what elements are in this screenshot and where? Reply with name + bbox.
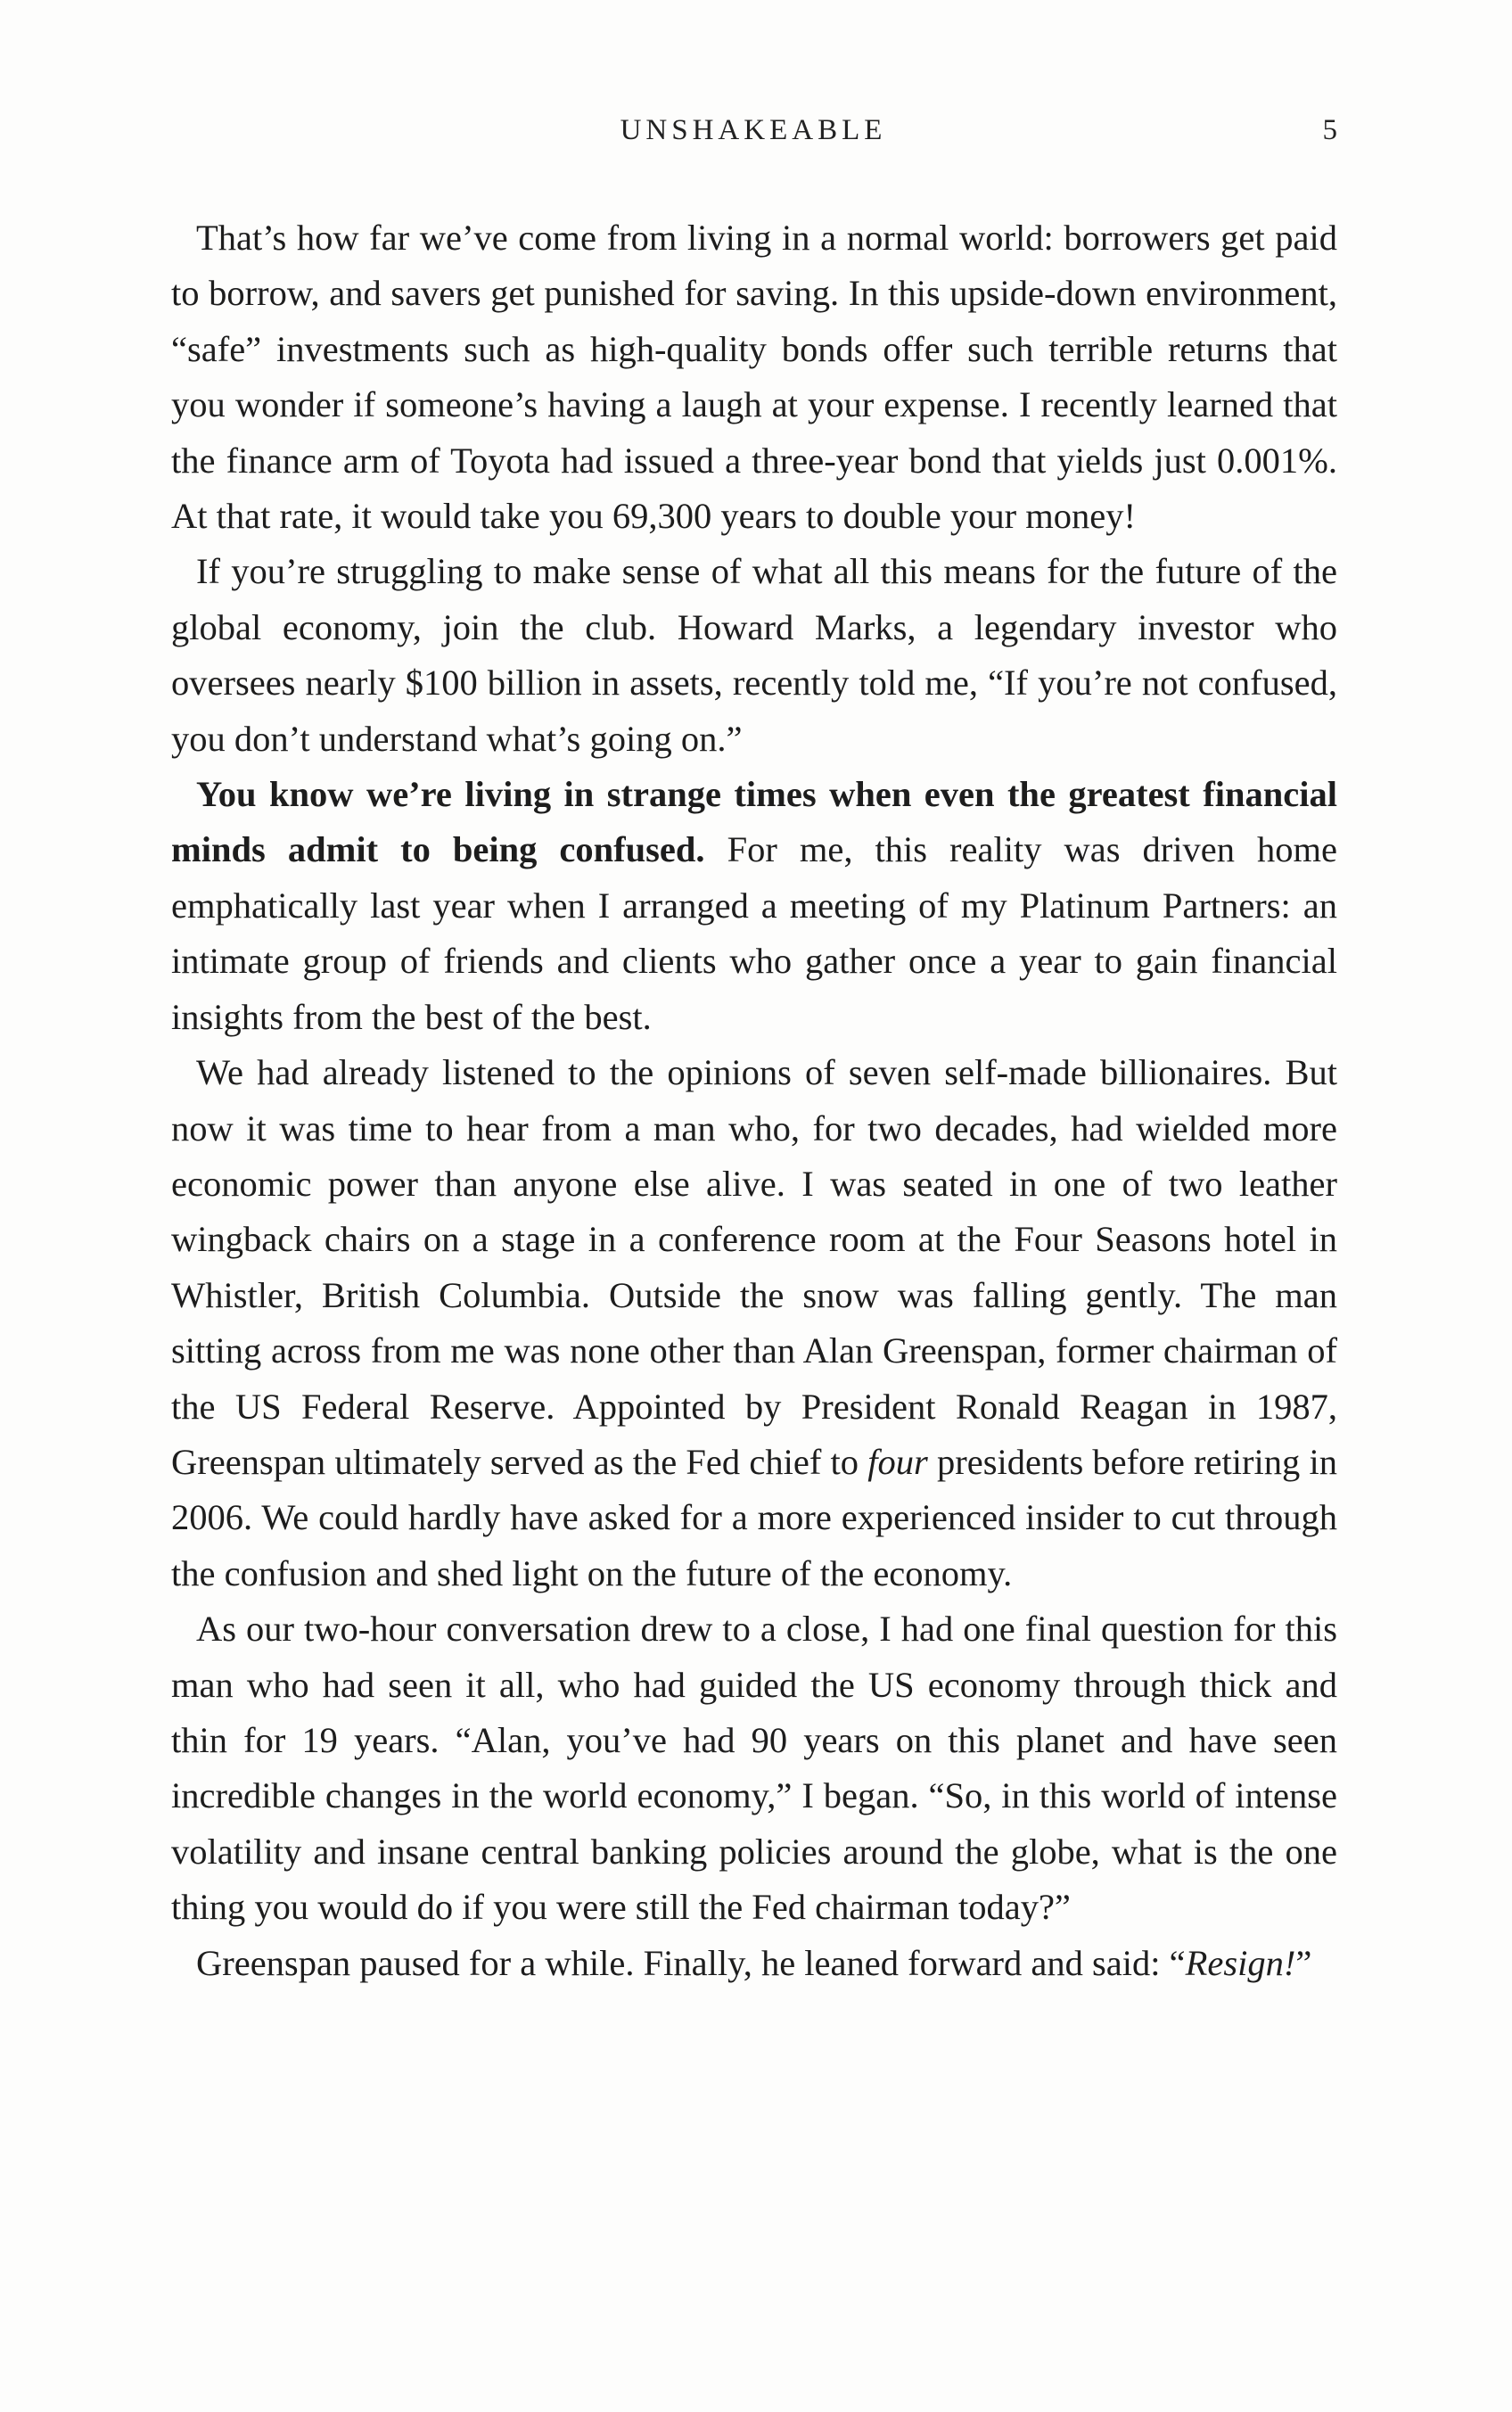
paragraph-1: That’s how far we’ve come from living in a normal world: borrowers get paid to borrow, and savers get punished for saving. In this upside-down environment, “safe” investments such as high-quality bonds offer such terrible returns that you wonder if someone’s having a laugh at your expense. I recently learned that the finance arm of Toyota had issued a three-year bond that yields just 0.001%. At that rate, it would take you 69,300 years to double your money! — [171, 218, 1337, 537]
running-title: UNSHAKEABLE — [620, 114, 887, 146]
paragraph-4-part-2: presidents before retiring in 2006. We could hardly have asked for a more experienced insider to cut through the confusion and shed light on the future of the economy. — [171, 1441, 1337, 1593]
paragraph-6-part-1: Greenspan paused for a while. Finally, he leaned forward and said: “ — [196, 1942, 1186, 1983]
bold-lead-sentence: You know we’re living in strange times when even the greatest financial minds admit to being confused. — [171, 774, 1337, 870]
paragraph-6-part-2: ” — [1295, 1942, 1312, 1983]
page-number: 5 — [1322, 114, 1337, 146]
italic-four: four — [867, 1441, 928, 1482]
body-text — [171, 210, 1337, 1991]
paragraph-3 — [171, 767, 1337, 1045]
italic-resign: Resign! — [1185, 1942, 1296, 1983]
paragraph-2: If you’re struggling to make sense of what all this means for the future of the global economy, join the club. Howard Marks, a legendary investor who oversees nearly $100 billion in assets, recently told me, “If you’re not confused, you don’t understand what’s going on.” — [171, 551, 1337, 759]
paragraph-4-part-1: We had already listened to the opinions of seven self-made billionaires. But now it was time to hear from a man who, for two decades, had wielded more economic power than anyone else alive. I was seated in one of two leather wingback chairs on a stage in a conference room at the Four Seasons hotel in Whistler, British Columbia. Outside the snow was falling gently. The man sitting across from me was none other than Alan Greenspan, former chairman of the US Federal Reserve. Appointed by President Ronald Reagan in 1987, Greenspan ultimately served as the Fed chief to — [171, 1052, 1337, 1482]
running-head — [169, 114, 1337, 153]
paragraph-5: As our two-hour conversation drew to a close, I had one final question for this man who had seen it all, who had guided the US economy through thick and thin for 19 years. “Alan, you’ve had 90 years on this planet and have seen incredible changes in the world economy,” I began. “So, in this world of intense volatility and insane central banking policies around the globe, what is the one thing you would do if you were still the Fed chairman today?” — [171, 1609, 1337, 1928]
paragraph-3-rest: For me, this reality was driven home emphatically last year when I arranged a meeting of my Platinum Partners: an intimate group of friends and clients who gather once a year to gain financial insights from the best of the best. — [171, 829, 1337, 1037]
paragraph-4 — [171, 1045, 1337, 1601]
paragraph-6 — [171, 1936, 1337, 1991]
